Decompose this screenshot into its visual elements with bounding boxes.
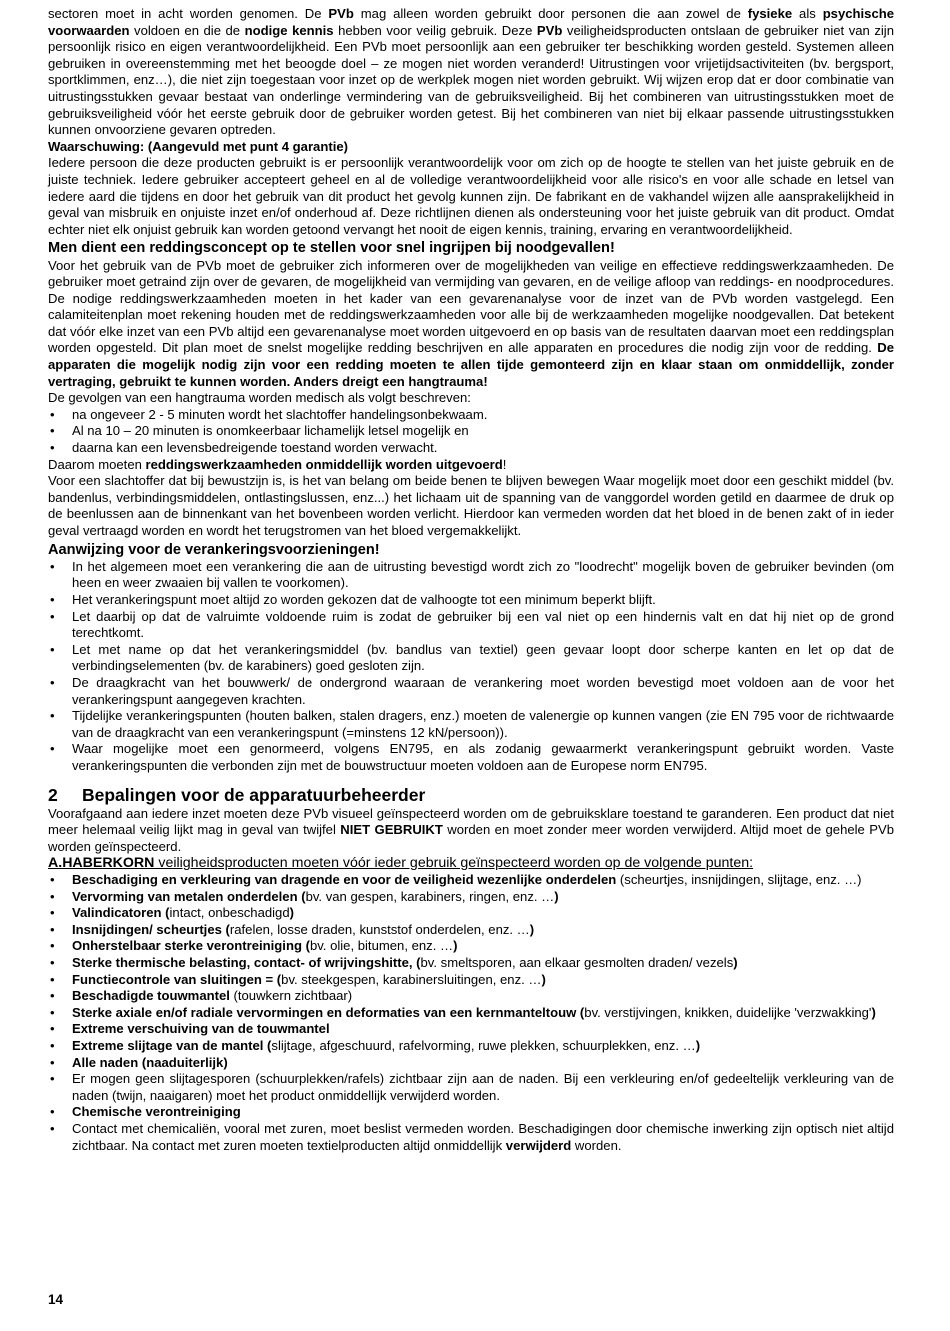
list-item: • Het verankeringspunt moet altijd zo worden gekozen dat de valhoogte tot een minimum beperkt blijft.: [48, 592, 894, 609]
text-run: Daarom moeten: [48, 456, 146, 472]
text-run: ): [554, 888, 559, 904]
section-intro-paragraph: [48, 806, 894, 856]
text-run: sectoren moet in acht worden genomen. De: [48, 6, 329, 21]
text-run: Extreme slijtage van de mantel (: [72, 1038, 272, 1054]
text-run: fysieke: [747, 6, 793, 21]
rescue-heading: Men dient een reddingsconcept op te stellen voor snel ingrijpen bij noodgevallen!: [48, 240, 615, 257]
inspection-item: [48, 1021, 894, 1038]
page-number: 14: [48, 1292, 64, 1307]
list-item: • Waar mogelijke moet een genormeerd, volgens EN795, en als zodanig gewaarmerkt verankeringspunt gebruikt worden. Vaste verankeringspunten die verbonden zijn met de bouwstructuur moeten voldoen aan de Europese norm EN795.: [48, 741, 894, 774]
conscious-victim-paragraph: Voor een slachtoffer dat bij bewustzijn is, is het van belang om beide benen te blijven bewegen Waar mogelijk moet door een geschikt middel (bv. bandenlus, verbindingsmiddelen, ontlastingslussen, enz...) het lichaam uit de spanning van de vanggordel worden getild en daarmee de druk op de beenlussen aan de binnenkant van het bovenbeen worden verlicht. Hierdoor kan vermeden worden dat het bloed in de benen zakt of in ieder geval vertraagd worden en wordt het terugstromen van het bloed vergemakkelijkt.: [48, 473, 894, 539]
text-run: De apparaten die mogelijk nodig zijn voor een redding moeten te allen tijde gemonteerd zijn en klaar staan om onmiddellijk, zonder vertraging, gebruikt te kunnen worden. Anders dreigt een hangtrauma!: [48, 340, 894, 389]
inspection-item: [48, 938, 894, 955]
inspection-item: [48, 1121, 894, 1154]
anchor-list: [48, 559, 894, 775]
hangtrauma-intro: De gevolgen van een hangtrauma worden medisch als volgt beschreven:: [48, 390, 471, 406]
inspection-heading: [48, 855, 894, 872]
text-run: ): [453, 938, 458, 954]
text-run: ): [289, 905, 294, 921]
anchor-heading: Aanwijzing voor de verankeringsvoorzieningen!: [48, 541, 380, 558]
text-run: bv. verstijvingen, knikken, duidelijke 'verzwakking': [584, 1004, 872, 1020]
text-run: ): [529, 921, 535, 937]
text-run: Contact met chemicaliën, vooral met zuren, moet beslist vermeden worden. Beschadigingen door chemische inwerking zijn optisch niet altijd zichtbaar. Na contact met zuren moeten textielproducten altijd onmiddellijk: [72, 1121, 894, 1153]
text-run: Sterke axiale en/of radiale vervormingen en deformaties van een kernmanteltouw (: [72, 1004, 585, 1020]
list-item: • daarna kan een levensbedreigende toestand worden verwacht.: [48, 440, 894, 457]
text-run: ): [733, 955, 738, 971]
text-run: Vervorming van metalen onderdelen (: [72, 888, 306, 904]
text-run: voldoen en die de: [129, 22, 245, 38]
inspection-item: [48, 922, 894, 939]
text-run: Onherstelbaar sterke verontreiniging (: [72, 938, 310, 954]
text-run: bv. steekgespen, karabinersluitingen, enz. …: [281, 971, 542, 987]
text-run: veiligheidsproducten ontslaan de gebruiker niet van zijn persoonlijk risico en eigen verantwoordelijkheid. Een PVb moet persoonlijk aan een gebruiker ter beschikking worden gesteld. Systemen alleen gebruiken in overeenstemming met het beoogde doel – ze mogen niet worden veranderd! Uitrustingen voor vrijetijdsactiviteiten (bv. bergsport, sportklimmen, enz…), die niet zijn toegestaan voor inzet op de werkplek mogen niet worden gebruikt. Wij wijzen erop dat er door combinatie van uitrustingsstukken gevaar bestaat van onderlinge vermindering van de gebruiksveiligheid. Bij het combineren van uitrustingsstukken moet de gebruiksveiligheid vóór het eerste gebruik door de gebruiker worden getest. Bij het combineren van niet bij elkaar passende uitrustingsstukken kunnen onvoorziene gevaren optreden.: [48, 22, 894, 138]
text-run: ): [871, 1004, 876, 1020]
text-run: Insnijdingen/ scheurtjes (: [72, 921, 230, 937]
list-item: • na ongeveer 2 - 5 minuten wordt het slachtoffer handelingsonbekwaam.: [48, 407, 894, 424]
rescue-conclusion: [48, 457, 894, 474]
text-run: bv. van gespen, karabiners, ringen, enz. …: [305, 888, 555, 904]
list-item: • De draagkracht van het bouwwerk/ de ondergrond waaraan de verankering moet worden bevestigd moet voldoen aan de voor het verankeringspunt aangegeven krachten.: [48, 675, 894, 708]
inspection-item: [48, 1104, 894, 1121]
section-heading: [48, 785, 894, 806]
text-run: psychische voorwaarden: [48, 6, 895, 38]
text-run: bv. olie, bitumen, enz. …: [309, 938, 454, 954]
inspection-item: [48, 872, 894, 889]
text-run: PVb: [328, 6, 354, 21]
text-run: NIET GEBRUIKT: [340, 822, 443, 838]
text-run: als: [792, 6, 823, 21]
inspection-item: [48, 1005, 894, 1022]
intro-paragraph: [48, 6, 894, 139]
text-run: Voor het gebruik van de PVb moet de gebruiker zich informeren over de mogelijkheden van veilige en effectieve reddingswerkzaamheden. De gebruiker moet getraind zijn over de gevaren, de mogelijkheid van vermijding van gevaren, en de veilige afloop van reddings- en noodprocedures. De nodige reddingswerkzaamheden moeten in het kader van een gevarenanalyse voor de inzet van de PVb worden vastgelegd. Een calamiteitenplan moet rekening houden met de reddingswerkzaamheden voor alle bij de werkzaamheden mogelijke noodgevallen. Dat betekent dat vóór elke inzet van een PVb altijd een gevarenanalyse moet worden uitgevoerd en op basis van de resultaten daarvan moet een reddingsplan worden opgesteld. Dit plan moet de snelst mogelijke redding beschrijven en alle apparaten en procedures die nodig zijn voor de redding.: [48, 257, 894, 356]
text-run: ): [541, 971, 546, 987]
text-run: worden en moet zonder meer worden verwijderd. Altijd moet de gehele PVb worden geïnspecteerd.: [48, 822, 894, 854]
section-title: Bepalingen voor de apparatuurbeheerder: [82, 784, 426, 805]
warning-paragraph: Iedere persoon die deze producten gebruikt is er persoonlijk verantwoordelijk voor om zich op de hoogte te stellen van het juiste gebruik en de juiste techniek. Iedere gebruiker accepteert geheel en al de volledige verantwoordelijkheid voor alle risico's en voor alle schade en letsel van iedere aard die tijdens en door het gebruik van dit product het gevolg kunnen zijn. De fabrikant en de vakhandel wijzen alle aansprakelijkheid in geval van misbruik en onjuiste inzet en/of onderhoud af. Deze richtlijnen dienen als ondersteuning voor het juiste gebruik van dit product. Omdat echter niet elk onjuist gebruik kan worden getoond vervangt het nooit de eigen kennis, training, ervaring en verantwoordelijkheid.: [48, 155, 894, 237]
text-run: worden.: [571, 1137, 622, 1153]
list-item: • Let met name op dat het verankeringsmiddel (bv. bandlus van textiel) geen gevaar loopt door scherpe kanten en let op dat de verbindingselementen (bv. de karabiners) goed gesloten zijn.: [48, 642, 894, 675]
text-run: Voorafgaand aan iedere inzet moeten deze PVb visueel geïnspecteerd worden om de gebruiksklare toestand te garanderen. Een product dat niet meer helemaal veilig lijkt mag in geval van twijfel: [48, 805, 894, 838]
text-run: slijtage, afgeschuurd, rafelvorming, ruwe plekken, schuurplekken, enz. …: [271, 1038, 696, 1054]
inspection-item: [48, 1038, 894, 1055]
inspection-heading-text: veiligheidsproducten moeten vóór ieder gebruik geïnspecteerd worden op de volgende punten:: [154, 855, 754, 872]
inspection-item: [48, 905, 894, 922]
page-content: [48, 6, 894, 1154]
list-item: • Al na 10 – 20 minuten is onomkeerbaar lichamelijk letsel mogelijk en: [48, 423, 894, 440]
text-run: nodige kennis: [244, 22, 334, 38]
text-run: !: [502, 456, 507, 472]
inspection-item: [48, 988, 894, 1005]
text-run: Beschadigde touwmantel: [72, 988, 230, 1004]
inspection-item: [48, 955, 894, 972]
hangtrauma-list: [48, 407, 894, 457]
text-run: Chemische verontreiniging: [72, 1104, 241, 1120]
inspection-list: [48, 872, 894, 1154]
text-run: mag alleen worden gebruikt door personen die aan zowel de: [353, 6, 748, 21]
text-run: Er mogen geen slijtagesporen (schuurplekken/rafels) zichtbaar zijn aan de naden. Bij een verkleuring en/of gedeeltelijk verkleuring van de naden (twijn, naaigaren) moet het product onmiddellijk verwijderd worden.: [72, 1071, 894, 1103]
rescue-paragraph: [48, 258, 894, 391]
list-item: • Tijdelijke verankeringspunten (houten balken, stalen dragers, enz.) moeten de valenergie op kunnen vangen (zie EN 795 voor de richtwaarde van de draagkracht van een verankeringspunt (=minstens 12 kN/persoon)).: [48, 708, 894, 741]
list-item: • In het algemeen moet een verankering die aan de uitrusting bevestigd wordt zich zo "loodrecht" mogelijk boven de gebruiker bevinden (om heen en weer zwaaien bij vallen te voorkomen).: [48, 559, 894, 592]
text-run: (scheurtjes, insnijdingen, slijtage, enz. …): [616, 872, 862, 888]
list-item: • Let daarbij op dat de valruimte voldoende ruim is zodat de gebruiker bij een val niet op een hindernis valt en dat hij niet op de grond terechtkomt.: [48, 609, 894, 642]
text-run: bv. smeltsporen, aan elkaar gesmolten draden/ vezels: [420, 955, 734, 971]
text-run: (touwkern zichtbaar): [229, 988, 353, 1004]
text-run: reddingswerkzaamheden onmiddellijk worden uitgevoerd: [145, 456, 503, 472]
inspection-item: [48, 889, 894, 906]
text-run: Sterke thermische belasting, contact- of wrijvingshitte, (: [72, 955, 421, 971]
text-run: Beschadiging en verkleuring van dragende en voor de veiligheid wezenlijke onderdelen: [72, 872, 617, 888]
text-run: hebben voor veilig gebruik. Deze: [333, 22, 537, 38]
text-run: Functiecontrole van sluitingen = (: [72, 971, 282, 987]
text-run: PVb: [536, 22, 563, 38]
brand-name: A.HABERKORN: [48, 855, 155, 872]
section-number: 2: [48, 784, 58, 805]
inspection-item: [48, 1055, 894, 1072]
warning-title: Waarschuwing: (Aangevuld met punt 4 garantie): [48, 138, 348, 154]
text-run: Valindicatoren (: [72, 905, 170, 921]
inspection-item: [48, 972, 894, 989]
text-run: rafelen, losse draden, kunststof onderdelen, enz. …: [229, 921, 530, 937]
text-run: ): [695, 1038, 701, 1054]
text-run: Extreme verschuiving van de touwmantel: [72, 1021, 330, 1037]
inspection-item: [48, 1071, 894, 1104]
text-run: intact, onbeschadigd: [169, 905, 290, 921]
text-run: verwijderd: [505, 1137, 572, 1153]
text-run: Alle naden (naaduiterlijk): [72, 1054, 228, 1070]
